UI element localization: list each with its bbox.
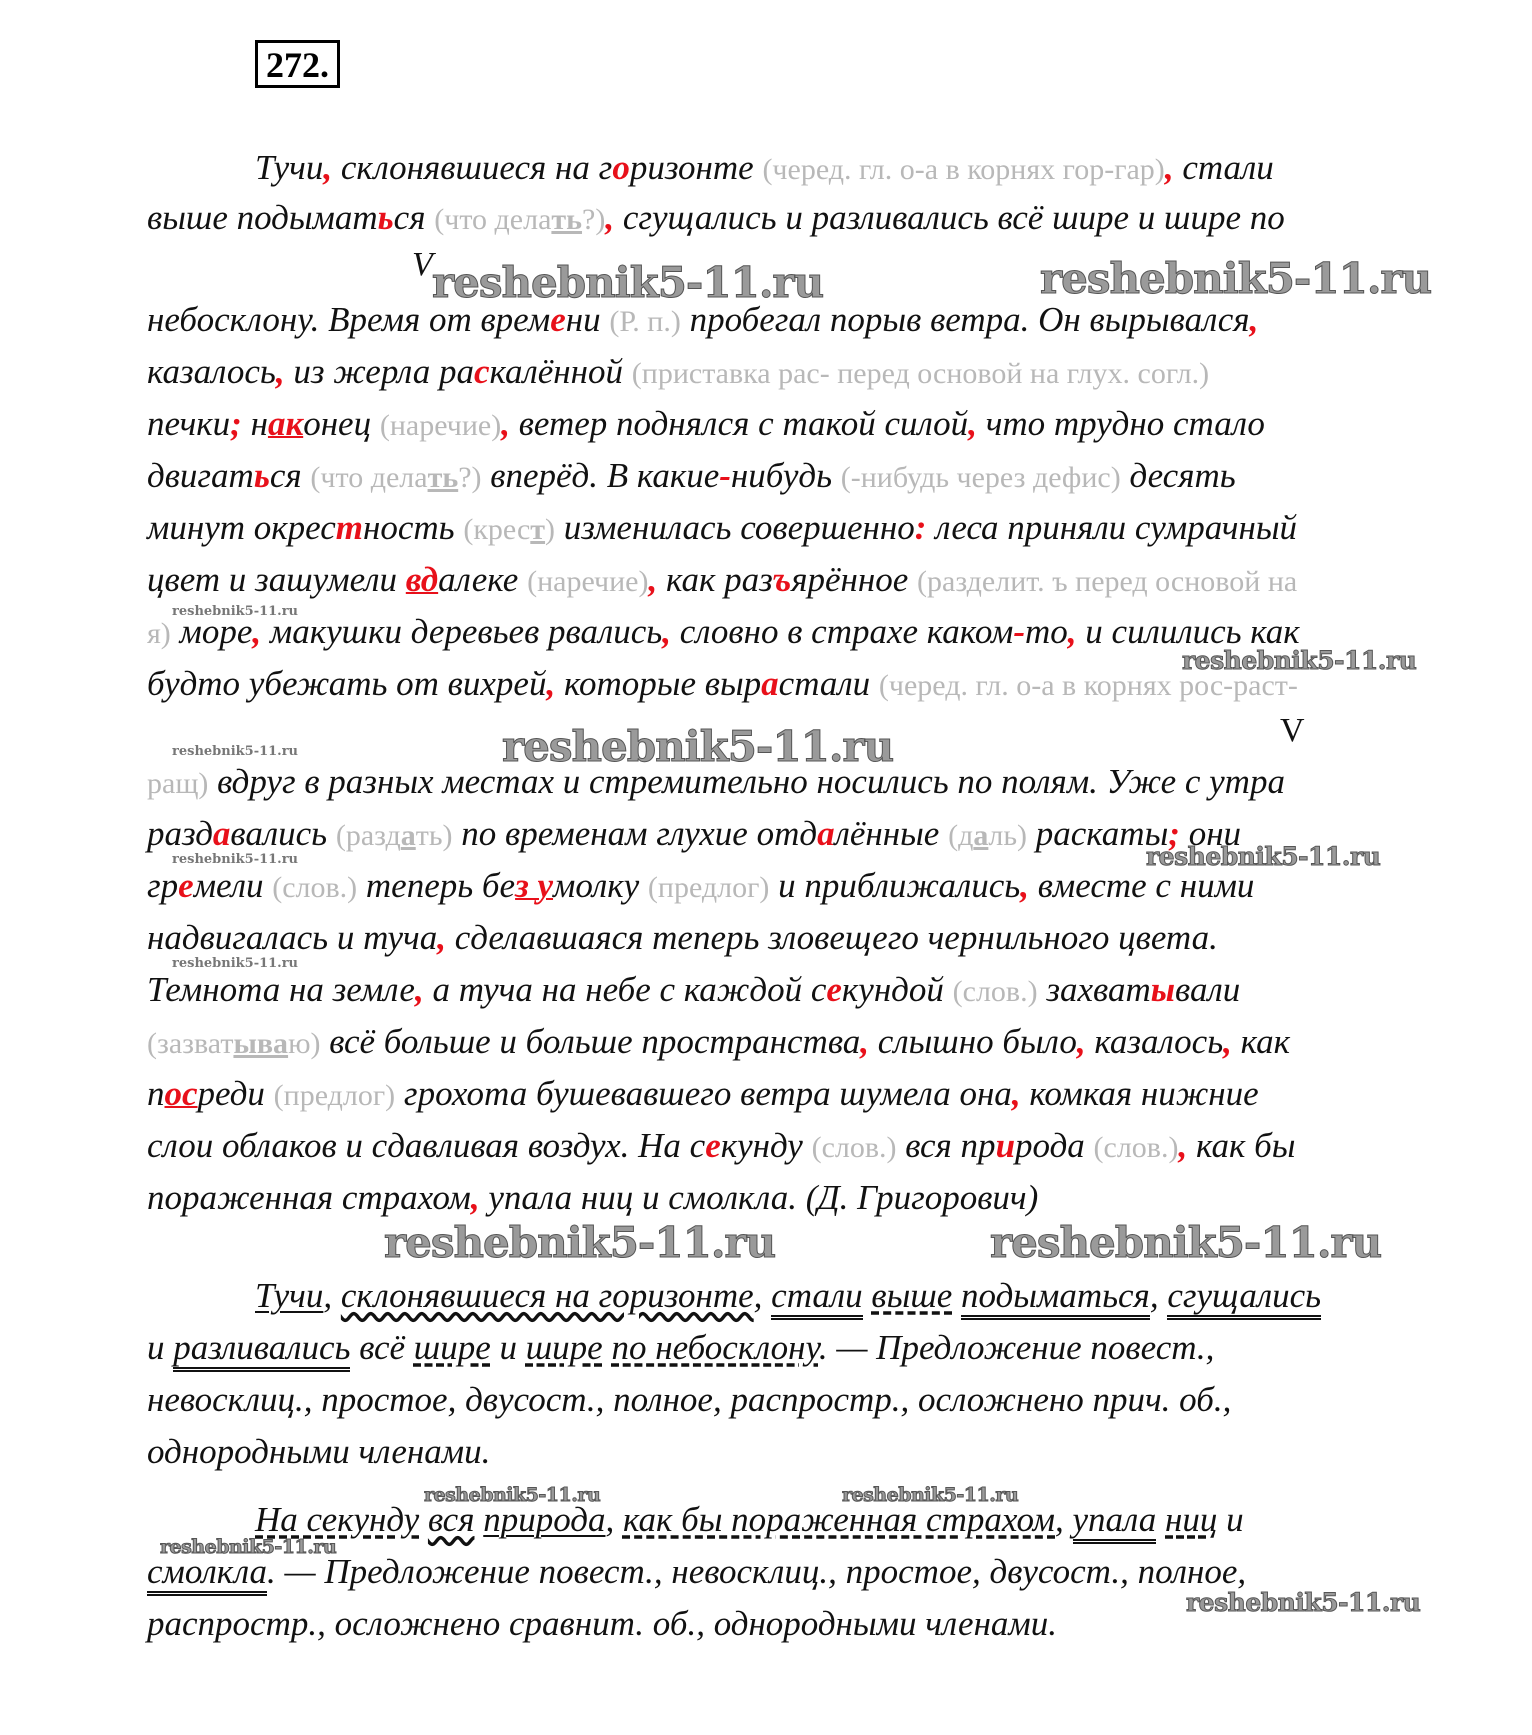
text-run: пробегал порыв ветра. Он вырывался bbox=[680, 300, 1250, 339]
punctuation-mark: , bbox=[501, 404, 510, 443]
text-run: . — Предложение повест., невосклиц., простое, двусост., полное, bbox=[267, 1552, 1247, 1591]
subject: Тучи bbox=[255, 1276, 324, 1315]
text-run: слои облаков и сдавливая воздух. На с bbox=[147, 1126, 706, 1165]
predicate: подыматься bbox=[961, 1276, 1150, 1320]
adverbial: выше bbox=[871, 1276, 953, 1315]
text-line-10 bbox=[147, 664, 1298, 706]
text-run: ризонте bbox=[629, 148, 763, 187]
spelling-note: (крес bbox=[463, 513, 531, 546]
text-run: склонявшиеся на г bbox=[332, 148, 613, 187]
text-run: сгущались и разливались всё шире и шире по bbox=[614, 198, 1285, 237]
text-run: кундой bbox=[841, 970, 953, 1009]
spelling-letter: ос bbox=[164, 1074, 198, 1113]
text-run: ярённое bbox=[791, 560, 918, 599]
punctuation-mark: , bbox=[323, 148, 333, 187]
spelling-note: (слов.) bbox=[952, 975, 1038, 1008]
text-run: надвигалась и туча bbox=[147, 918, 438, 957]
text-run bbox=[1156, 1500, 1165, 1539]
watermark: reshebnik5-11.ru bbox=[1186, 1588, 1421, 1617]
spelling-note: (черед. гл. о-а в корнях рос-раст- bbox=[878, 669, 1298, 702]
predicate: стали bbox=[771, 1276, 863, 1320]
watermark: reshebnik5-11.ru bbox=[990, 1218, 1382, 1267]
spelling-note: (предлог) bbox=[273, 1079, 396, 1112]
analysis-1-line-3: невосклиц., простое, двусост., полное, распростр., осложнено прич. об., bbox=[147, 1380, 1232, 1419]
text-run: вперёд. В какие bbox=[481, 456, 720, 495]
spelling-letter: ъ bbox=[772, 560, 792, 599]
spelling-note: т bbox=[530, 513, 546, 546]
text-run: цвет и зашумели bbox=[147, 560, 406, 599]
watermark: reshebnik5-11.ru bbox=[1146, 842, 1381, 871]
punctuation-mark: , bbox=[470, 1178, 480, 1217]
participial-phrase: склонявшиеся на горизонте bbox=[340, 1276, 754, 1315]
adverbial: На секунду bbox=[255, 1500, 420, 1539]
punctuation-mark: , bbox=[1011, 1074, 1021, 1113]
spelling-note: ыва bbox=[233, 1027, 289, 1060]
spelling-letter: а bbox=[212, 814, 231, 853]
text-run: печки bbox=[147, 404, 231, 443]
watermark: reshebnik5-11.ru bbox=[160, 1536, 337, 1558]
predicate: сгущались bbox=[1167, 1276, 1321, 1320]
spelling-note: ?) bbox=[458, 461, 482, 494]
text-run: онец bbox=[303, 404, 380, 443]
text-run: , bbox=[323, 1276, 341, 1315]
text-run: словно в страхе каком bbox=[670, 612, 1014, 651]
text-run: грохота бушевавшего ветра шумела она bbox=[395, 1074, 1012, 1113]
punctuation-mark: , bbox=[605, 198, 615, 237]
spelling-note: ю) bbox=[288, 1027, 321, 1060]
analysis-1-line-4: однородными членами. bbox=[147, 1432, 491, 1471]
spelling-letter: е bbox=[705, 1126, 721, 1165]
text-line-7 bbox=[147, 508, 1297, 550]
text-run bbox=[952, 1276, 961, 1315]
text-run bbox=[419, 1500, 428, 1539]
analysis-2-line-3: распростр., осложнено сравнит. об., однородными членами. bbox=[147, 1604, 1058, 1643]
text-run: кунду bbox=[720, 1126, 812, 1165]
text-run: теперь бе bbox=[357, 866, 516, 905]
punctuation-mark: , bbox=[662, 612, 671, 651]
text-line-1 bbox=[255, 148, 1274, 190]
text-run: захват bbox=[1037, 970, 1151, 1009]
watermark: reshebnik5-11.ru bbox=[432, 258, 824, 307]
spelling-note: (слов.) bbox=[811, 1131, 897, 1164]
text-run: ся bbox=[269, 456, 311, 495]
watermark: reshebnik5-11.ru bbox=[424, 1484, 601, 1506]
text-run: изменилась совершенно bbox=[555, 508, 915, 547]
text-run: небосклону. Время от врем bbox=[147, 300, 551, 339]
text-run: слышно было bbox=[869, 1022, 1077, 1061]
text-run: . — Предложение повест., bbox=[818, 1328, 1215, 1367]
spelling-note: (приставка рас- перед основой на глух. согл.) bbox=[631, 357, 1210, 390]
text-run: макушки деревьев рвались bbox=[261, 612, 663, 651]
text-run bbox=[350, 1328, 359, 1367]
analysis-2-line-2 bbox=[147, 1552, 1246, 1592]
text-run: комкая нижние bbox=[1020, 1074, 1259, 1113]
spelling-note: ть bbox=[551, 203, 583, 236]
text-run: вали bbox=[1175, 970, 1241, 1009]
text-run: как раз bbox=[657, 560, 773, 599]
spelling-note: (что дела bbox=[434, 203, 552, 236]
punctuation-mark: , bbox=[860, 1022, 870, 1061]
text-run: будто убежать от вихрей bbox=[147, 664, 547, 703]
text-line-2 bbox=[147, 198, 1285, 240]
spelling-letter: и bbox=[995, 1126, 1016, 1165]
text-run: мели bbox=[193, 866, 273, 905]
text-run: и bbox=[1217, 1500, 1244, 1539]
watermark: reshebnik5-11.ru bbox=[172, 604, 299, 619]
text-run: всё больше и больше пространства bbox=[320, 1022, 861, 1061]
spelling-note: (наречие) bbox=[527, 565, 649, 598]
attribute: вся bbox=[427, 1500, 475, 1539]
text-run: которые выр bbox=[555, 664, 762, 703]
spelling-note: а bbox=[973, 819, 989, 852]
text-run: реди bbox=[197, 1074, 274, 1113]
analysis-1-line-2 bbox=[147, 1328, 1214, 1368]
text-line-5 bbox=[147, 404, 1265, 446]
text-line-4 bbox=[147, 352, 1209, 394]
check-mark: V bbox=[1280, 712, 1305, 749]
spelling-note: (-нибудь через дефис) bbox=[840, 461, 1121, 494]
text-run: Тучи bbox=[255, 148, 324, 187]
text-run: рода bbox=[1015, 1126, 1094, 1165]
text-run: упала ниц и смолкла. (Д. Григорович) bbox=[479, 1178, 1039, 1217]
spelling-note: я) bbox=[147, 617, 171, 650]
text-run: и bbox=[147, 1328, 174, 1367]
adverbial: шире bbox=[525, 1328, 603, 1367]
text-run: п bbox=[147, 1074, 165, 1113]
text-run: вдруг в разных местах и стремительно носились по полям. Уже с утра bbox=[208, 762, 1285, 801]
spelling-note: (наречие) bbox=[379, 409, 502, 442]
text-line-6 bbox=[147, 456, 1236, 498]
text-run: море bbox=[170, 612, 253, 651]
text-run: из жерла ра bbox=[284, 352, 474, 391]
check-mark: V bbox=[412, 246, 433, 283]
text-run: как бы bbox=[1187, 1126, 1296, 1165]
spelling-note: ?) bbox=[582, 203, 606, 236]
punctuation-mark: , bbox=[1076, 1022, 1086, 1061]
punctuation-mark: , bbox=[968, 404, 977, 443]
spelling-note: (что дела bbox=[310, 461, 428, 494]
text-run: минут окрес bbox=[147, 508, 336, 547]
text-run: как bbox=[1231, 1022, 1291, 1061]
text-line-18 bbox=[147, 1126, 1295, 1168]
text-run: , bbox=[1149, 1276, 1168, 1315]
text-run: что трудно стало bbox=[976, 404, 1265, 443]
punctuation-mark: , bbox=[648, 560, 658, 599]
text-run: леса приняли сумрачный bbox=[926, 508, 1298, 547]
punctuation-mark: , bbox=[437, 918, 446, 957]
text-run: лённые bbox=[834, 814, 949, 853]
punctuation-mark: , bbox=[1067, 612, 1077, 651]
text-run: стали bbox=[1173, 148, 1274, 187]
text-run: разд bbox=[147, 814, 213, 853]
text-run: вались bbox=[230, 814, 336, 853]
text-line-13 bbox=[147, 866, 1254, 908]
text-run: раскаты bbox=[1027, 814, 1169, 853]
subject: природа bbox=[483, 1500, 606, 1539]
text-run: ветер поднялся с такой силой bbox=[509, 404, 969, 443]
watermark: reshebnik5-11.ru bbox=[1182, 646, 1417, 675]
text-line-16 bbox=[147, 1022, 1290, 1064]
watermark: reshebnik5-11.ru bbox=[384, 1218, 776, 1267]
spelling-letter: вд bbox=[405, 560, 439, 599]
text-run: всё bbox=[359, 1328, 406, 1367]
spelling-letter: е bbox=[550, 300, 566, 339]
text-run: , bbox=[1055, 1500, 1073, 1539]
punctuation-mark: , bbox=[414, 970, 424, 1009]
text-run: казалось bbox=[1085, 1022, 1224, 1061]
text-run bbox=[474, 1500, 483, 1539]
spelling-note: (предлог) bbox=[647, 871, 770, 904]
text-line-19 bbox=[147, 1178, 1038, 1218]
text-run: выше подымат bbox=[147, 198, 378, 237]
text-run: ся bbox=[393, 198, 435, 237]
spelling-note: а bbox=[400, 819, 416, 852]
text-run: то bbox=[1025, 612, 1068, 651]
text-run: ни bbox=[565, 300, 610, 339]
analysis-1-line-1 bbox=[255, 1276, 1321, 1316]
text-run: , bbox=[605, 1500, 623, 1539]
text-line-15 bbox=[147, 970, 1240, 1012]
text-line-17 bbox=[147, 1074, 1259, 1116]
text-run: казалось bbox=[147, 352, 276, 391]
text-run: вся пр bbox=[896, 1126, 996, 1165]
text-run: молку bbox=[553, 866, 648, 905]
spelling-note: (слов.) bbox=[1093, 1131, 1179, 1164]
text-run: и силились как bbox=[1076, 612, 1300, 651]
punctuation-mark: , bbox=[1164, 148, 1174, 187]
text-line-9 bbox=[147, 612, 1300, 654]
predicate: упала bbox=[1073, 1500, 1157, 1544]
punctuation-mark: ; bbox=[1168, 814, 1180, 853]
punctuation-mark: , bbox=[546, 664, 556, 703]
text-run: гр bbox=[147, 866, 179, 905]
watermark: reshebnik5-11.ru bbox=[502, 722, 894, 771]
spelling-letter: ь bbox=[253, 456, 270, 495]
spelling-note: ль) bbox=[988, 819, 1028, 852]
spelling-note: ращ) bbox=[147, 767, 209, 800]
text-run: вместе с ними bbox=[1028, 866, 1255, 905]
predicate: разливались bbox=[173, 1328, 350, 1372]
text-run: а туча на небе с каждой с bbox=[423, 970, 827, 1009]
text-run: они bbox=[1179, 814, 1242, 853]
punctuation-mark: , bbox=[1249, 300, 1259, 339]
predicate: смолкла bbox=[147, 1552, 267, 1596]
text-line-8 bbox=[147, 560, 1297, 602]
spelling-letter: з у bbox=[515, 866, 554, 905]
text-run: калённой bbox=[489, 352, 632, 391]
spelling-note: (Р. п.) bbox=[609, 305, 681, 338]
text-run: и bbox=[490, 1328, 526, 1367]
spelling-letter: ак bbox=[267, 404, 304, 443]
text-line-11 bbox=[147, 762, 1285, 804]
spelling-letter: ь bbox=[377, 198, 394, 237]
text-run: десять bbox=[1120, 456, 1236, 495]
task-number: 272. bbox=[255, 40, 340, 88]
punctuation-mark: , bbox=[252, 612, 262, 651]
watermark: reshebnik5-11.ru bbox=[172, 852, 299, 867]
punctuation-mark: : bbox=[914, 508, 927, 547]
spelling-note: ть bbox=[427, 461, 459, 494]
punctuation-mark: - bbox=[1013, 612, 1025, 651]
spelling-letter: е bbox=[178, 866, 194, 905]
spelling-letter: о bbox=[612, 148, 630, 187]
punctuation-mark: ; bbox=[230, 404, 242, 443]
spelling-note: ть) bbox=[415, 819, 453, 852]
text-line-12 bbox=[147, 814, 1241, 856]
spelling-letter: т bbox=[335, 508, 363, 547]
spelling-letter: с bbox=[473, 352, 490, 391]
spelling-note: (зазват bbox=[147, 1027, 234, 1060]
punctuation-mark: , bbox=[275, 352, 285, 391]
comparative-phrase: как бы пораженная страхом bbox=[622, 1500, 1056, 1539]
text-run: сделавшаяся теперь зловещего чернильного цвета. bbox=[445, 918, 1218, 957]
adverbial: шире bbox=[413, 1328, 491, 1367]
spelling-note: (слов.) bbox=[272, 871, 358, 904]
adverbial: ниц bbox=[1165, 1500, 1218, 1539]
text-run: по временам глухие отд bbox=[452, 814, 818, 853]
text-run bbox=[405, 1328, 414, 1367]
text-run: , bbox=[753, 1276, 772, 1315]
punctuation-mark: , bbox=[1223, 1022, 1232, 1061]
text-run: и приближались bbox=[769, 866, 1021, 905]
spelling-letter: а bbox=[761, 664, 779, 703]
punctuation-mark: , bbox=[1178, 1126, 1188, 1165]
spelling-letter: а bbox=[817, 814, 835, 853]
watermark: reshebnik5-11.ru bbox=[1040, 254, 1432, 303]
text-run: Темнота на земле bbox=[147, 970, 415, 1009]
watermark: reshebnik5-11.ru bbox=[842, 1484, 1019, 1506]
watermark: reshebnik5-11.ru bbox=[172, 744, 299, 759]
text-run: двигат bbox=[147, 456, 254, 495]
text-run: стали bbox=[778, 664, 879, 703]
text-line-14 bbox=[147, 918, 1218, 958]
text-line-3 bbox=[147, 300, 1258, 342]
text-run: пораженная страхом bbox=[147, 1178, 471, 1217]
spelling-note: ) bbox=[545, 513, 556, 546]
text-run: нибудь bbox=[730, 456, 841, 495]
spelling-note: (разд bbox=[335, 819, 401, 852]
adverbial: по небосклону bbox=[611, 1328, 819, 1367]
text-run: н bbox=[241, 404, 268, 443]
analysis-2-line-1 bbox=[255, 1500, 1244, 1540]
watermark: reshebnik5-11.ru bbox=[172, 956, 299, 971]
punctuation-mark: - bbox=[719, 456, 731, 495]
spelling-letter: ы bbox=[1150, 970, 1176, 1009]
spelling-note: (черед. гл. о-а в корнях гор-гар) bbox=[762, 153, 1165, 186]
spelling-note: (разделит. ъ перед основой на bbox=[917, 565, 1298, 598]
spelling-letter: е bbox=[826, 970, 842, 1009]
punctuation-mark: , bbox=[1020, 866, 1029, 905]
text-run: алеке bbox=[438, 560, 528, 599]
text-run: ность bbox=[362, 508, 464, 547]
spelling-note: (д bbox=[948, 819, 974, 852]
